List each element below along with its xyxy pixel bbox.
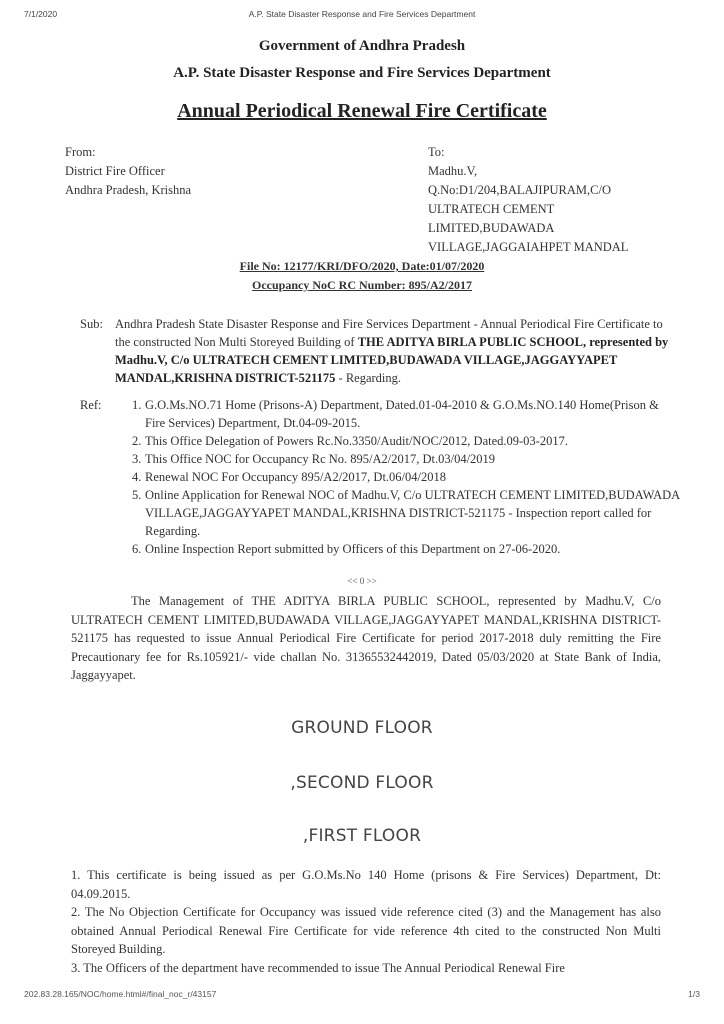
- page-number: 1/3: [688, 989, 700, 999]
- reference-number: 5.: [132, 488, 142, 502]
- references-label: Ref:: [80, 398, 102, 412]
- print-page-title: A.P. State Disaster Response and Fire Services Department: [248, 9, 476, 19]
- certificate-point: 3. The Officers of the department have recommended to issue The Annual Periodical Renewal Fire: [71, 960, 565, 975]
- reference-number: 4.: [132, 470, 142, 484]
- from-line: District Fire Officer: [65, 164, 165, 178]
- references-block: [80, 396, 680, 558]
- occupancy-noc-number: Occupancy NoC RC Number: 895/A2/2017: [252, 278, 472, 292]
- certificate-point: 2. The No Objection Certificate for Occupancy was issued vide reference cited (3) and the Management has also obtained Annual Periodical Renewal Fire Certificate for vide reference 4th cited to the constructed Non Multi Storeyed Building.: [71, 905, 661, 956]
- file-number: File No: 12177/KRI/DFO/2020, Date:01/07/2020: [239, 259, 485, 273]
- print-date: 7/1/2020: [24, 9, 58, 19]
- reference-number: 6.: [132, 542, 142, 556]
- government-heading: Government of Andhra Pradesh: [258, 38, 466, 54]
- reference-number: 3.: [132, 452, 142, 466]
- from-block: [65, 143, 191, 200]
- reference-number: 1.: [132, 398, 142, 412]
- references-list: [132, 396, 680, 558]
- reference-item: [132, 396, 680, 432]
- subject-label: Sub:: [80, 317, 103, 331]
- department-heading: A.P. State Disaster Response and Fire Services Department: [173, 65, 551, 81]
- reference-item: [132, 468, 680, 486]
- subject-text-prefix: Andhra Pradesh State Disaster Response and Fire Services Department - Annual Periodical Fire Certificate to the constructed Non Multi Storeyed Building of: [115, 317, 663, 349]
- reference-text: Online Inspection Report submitted by Officers of this Department on 27-06-2020.: [145, 542, 561, 556]
- subject-text-suffix: - Regarding.: [335, 371, 402, 385]
- reference-text: Renewal NOC For Occupancy 895/A2/2017, Dt.06/04/2018: [145, 470, 447, 484]
- reference-text: This Office NOC for Occupancy Rc No. 895/A2/2017, Dt.03/04/2019: [145, 452, 496, 466]
- body-paragraph: The Management of THE ADITYA BIRLA PUBLIC SCHOOL, represented by Madhu.V, C/o ULTRATECH CEMENT LIMITED,BUDAWADA VILLAGE,JAGGAYYAPET MANDAL,KRISHNA DISTRICT-521175 has requested to issue Annual Periodical Fire Certificate for period 2017-2018 duly remitting the Fire Precautionary fee for Rs.105921/- vide challan No. 31365532442019, Dated 05/03/2020 at State Bank of India, Jaggayyapet.: [71, 594, 661, 682]
- subject-text: [115, 315, 680, 387]
- floor-label: ,FIRST FLOOR: [302, 826, 422, 846]
- reference-item: [132, 450, 680, 468]
- from-label: From:: [65, 145, 96, 159]
- reference-item: [132, 432, 680, 450]
- floor-label: GROUND FLOOR: [291, 718, 433, 738]
- from-line: Andhra Pradesh, Krishna: [65, 183, 192, 197]
- floor-label: ,SECOND FLOOR: [290, 773, 434, 793]
- reference-text: G.O.Ms.NO.71 Home (Prisons-A) Department, Dated.01-04-2010 & G.O.Ms.NO.140 Home(Prison & Fire Services) Department, Dt.04-09-2015.: [145, 398, 659, 430]
- reference-number: 2.: [132, 434, 142, 448]
- to-label: To:: [428, 145, 445, 159]
- reference-item: [132, 486, 680, 540]
- reference-text: Online Application for Renewal NOC of Madhu.V, C/o ULTRATECH CEMENT LIMITED,BUDAWADA VILLAGE,JAGGAYYAPET MANDAL,KRISHNA DISTRICT-521175 - Inspection report called for Regarding.: [145, 488, 680, 538]
- certificate-title: Annual Periodical Renewal Fire Certificate: [177, 100, 547, 122]
- certificate-points: [71, 866, 661, 977]
- to-line: ULTRATECH CEMENT: [428, 202, 555, 216]
- subject-text-bold: THE ADITYA BIRLA PUBLIC SCHOOL, represented by Madhu.V, C/o ULTRATECH CEMENT LIMITED,BUDAWADA VILLAGE,JAGGAYYAPET MANDAL,KRISHNA DISTRICT-521175: [115, 335, 669, 385]
- reference-item: [132, 540, 680, 558]
- file-info: [0, 257, 724, 295]
- reference-text: This Office Delegation of Powers Rc.No.3350/Audit/NOC/2012, Dated.09-03-2017.: [145, 434, 568, 448]
- to-line: VILLAGE,JAGGAIAHPET MANDAL: [428, 240, 629, 254]
- to-line: Q.No:D1/204,BALAJIPURAM,C/O: [428, 183, 612, 197]
- section-separator: << 0 >>: [347, 576, 377, 586]
- print-url: 202.83.28.165/NOC/home.html#/final_noc_r/43157: [24, 989, 217, 999]
- to-line: LIMITED,BUDAWADA: [428, 221, 555, 235]
- to-block: [428, 143, 668, 257]
- certificate-point: 1. This certificate is being issued as per G.O.Ms.No 140 Home (prisons & Fire Services) Department, Dt: 04.09.2015.: [71, 868, 661, 901]
- to-line: Madhu.V,: [428, 164, 478, 178]
- subject-block: [80, 315, 680, 387]
